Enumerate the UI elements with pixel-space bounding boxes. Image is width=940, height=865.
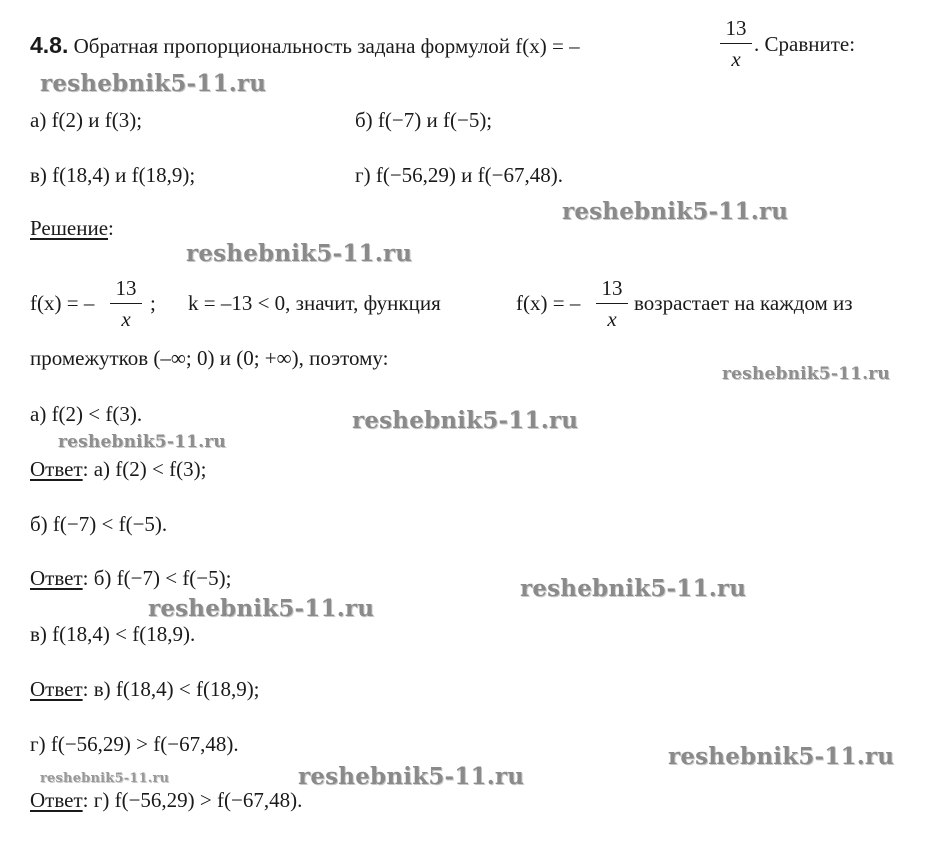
watermark: reshebnik5-11.ru xyxy=(668,743,895,770)
watermark: reshebnik5-11.ru xyxy=(352,407,579,434)
answer-label: Ответ xyxy=(30,457,83,481)
solution-semicolon: ; xyxy=(150,291,156,315)
item-b: б) f(−7) и f(−5); xyxy=(355,108,493,132)
watermark: reshebnik5-11.ru xyxy=(722,364,890,384)
answer-label: Ответ xyxy=(30,788,83,812)
solution-line1-end: возрастает на каждом из xyxy=(634,291,853,315)
solution-fraction-2 xyxy=(596,278,628,330)
solution-d: г) f(−56,29) > f(−67,48). xyxy=(30,732,239,756)
item-c: в) f(18,4) и f(18,9); xyxy=(30,163,196,187)
watermark: reshebnik5-11.ru xyxy=(40,70,267,97)
watermark: reshebnik5-11.ru xyxy=(40,771,170,786)
answer-b: Ответ: б) f(−7) < f(−5); xyxy=(30,566,232,590)
solution-fraction xyxy=(110,278,142,330)
watermark: reshebnik5-11.ru xyxy=(520,575,747,602)
fraction-numerator: 13 xyxy=(720,18,752,44)
problem-fraction xyxy=(720,18,752,70)
answer-label: Ответ xyxy=(30,566,83,590)
solution-formula2-lhs: f(x) = – xyxy=(516,291,581,315)
solution-a: а) f(2) < f(3). xyxy=(30,402,143,426)
solution-c: в) f(18,4) < f(18,9). xyxy=(30,622,196,646)
fraction-numerator: 13 xyxy=(110,278,142,304)
problem-text-end: . Сравните: xyxy=(754,32,856,56)
solution-heading-colon: : xyxy=(108,216,114,240)
solution-heading xyxy=(30,218,114,239)
problem-number: 4.8. xyxy=(30,32,69,58)
problem-formula-lhs: f(x) = – xyxy=(515,34,580,58)
problem-statement xyxy=(30,34,580,57)
watermark: reshebnik5-11.ru xyxy=(298,763,525,790)
answer-a: Ответ: а) f(2) < f(3); xyxy=(30,457,207,481)
answer-label: Ответ xyxy=(30,677,83,701)
item-d: г) f(−56,29) и f(−67,48). xyxy=(355,163,563,187)
problem-text: Обратная пропорциональность задана формулой xyxy=(73,34,511,58)
item-a: а) f(2) и f(3); xyxy=(30,108,143,132)
fraction-denominator: x xyxy=(121,307,131,331)
solution-b: б) f(−7) < f(−5). xyxy=(30,512,168,536)
solution-line2: промежутков (–∞; 0) и (0; +∞), поэтому: xyxy=(30,346,389,370)
answer-c: Ответ: в) f(18,4) < f(18,9); xyxy=(30,677,260,701)
solution-formula-lhs: f(x) = – xyxy=(30,291,95,315)
watermark: reshebnik5-11.ru xyxy=(186,240,413,267)
k-text: k = –13 < 0, значит, функция xyxy=(188,291,441,315)
watermark: reshebnik5-11.ru xyxy=(58,432,226,452)
solution-heading-label: Решение xyxy=(30,216,109,240)
fraction-denominator: x xyxy=(731,47,741,71)
fraction-numerator: 13 xyxy=(596,278,628,304)
answer-d: Ответ: г) f(−56,29) > f(−67,48). xyxy=(30,788,303,812)
watermark: reshebnik5-11.ru xyxy=(148,595,375,622)
watermark: reshebnik5-11.ru xyxy=(562,198,789,225)
fraction-denominator: x xyxy=(607,307,617,331)
